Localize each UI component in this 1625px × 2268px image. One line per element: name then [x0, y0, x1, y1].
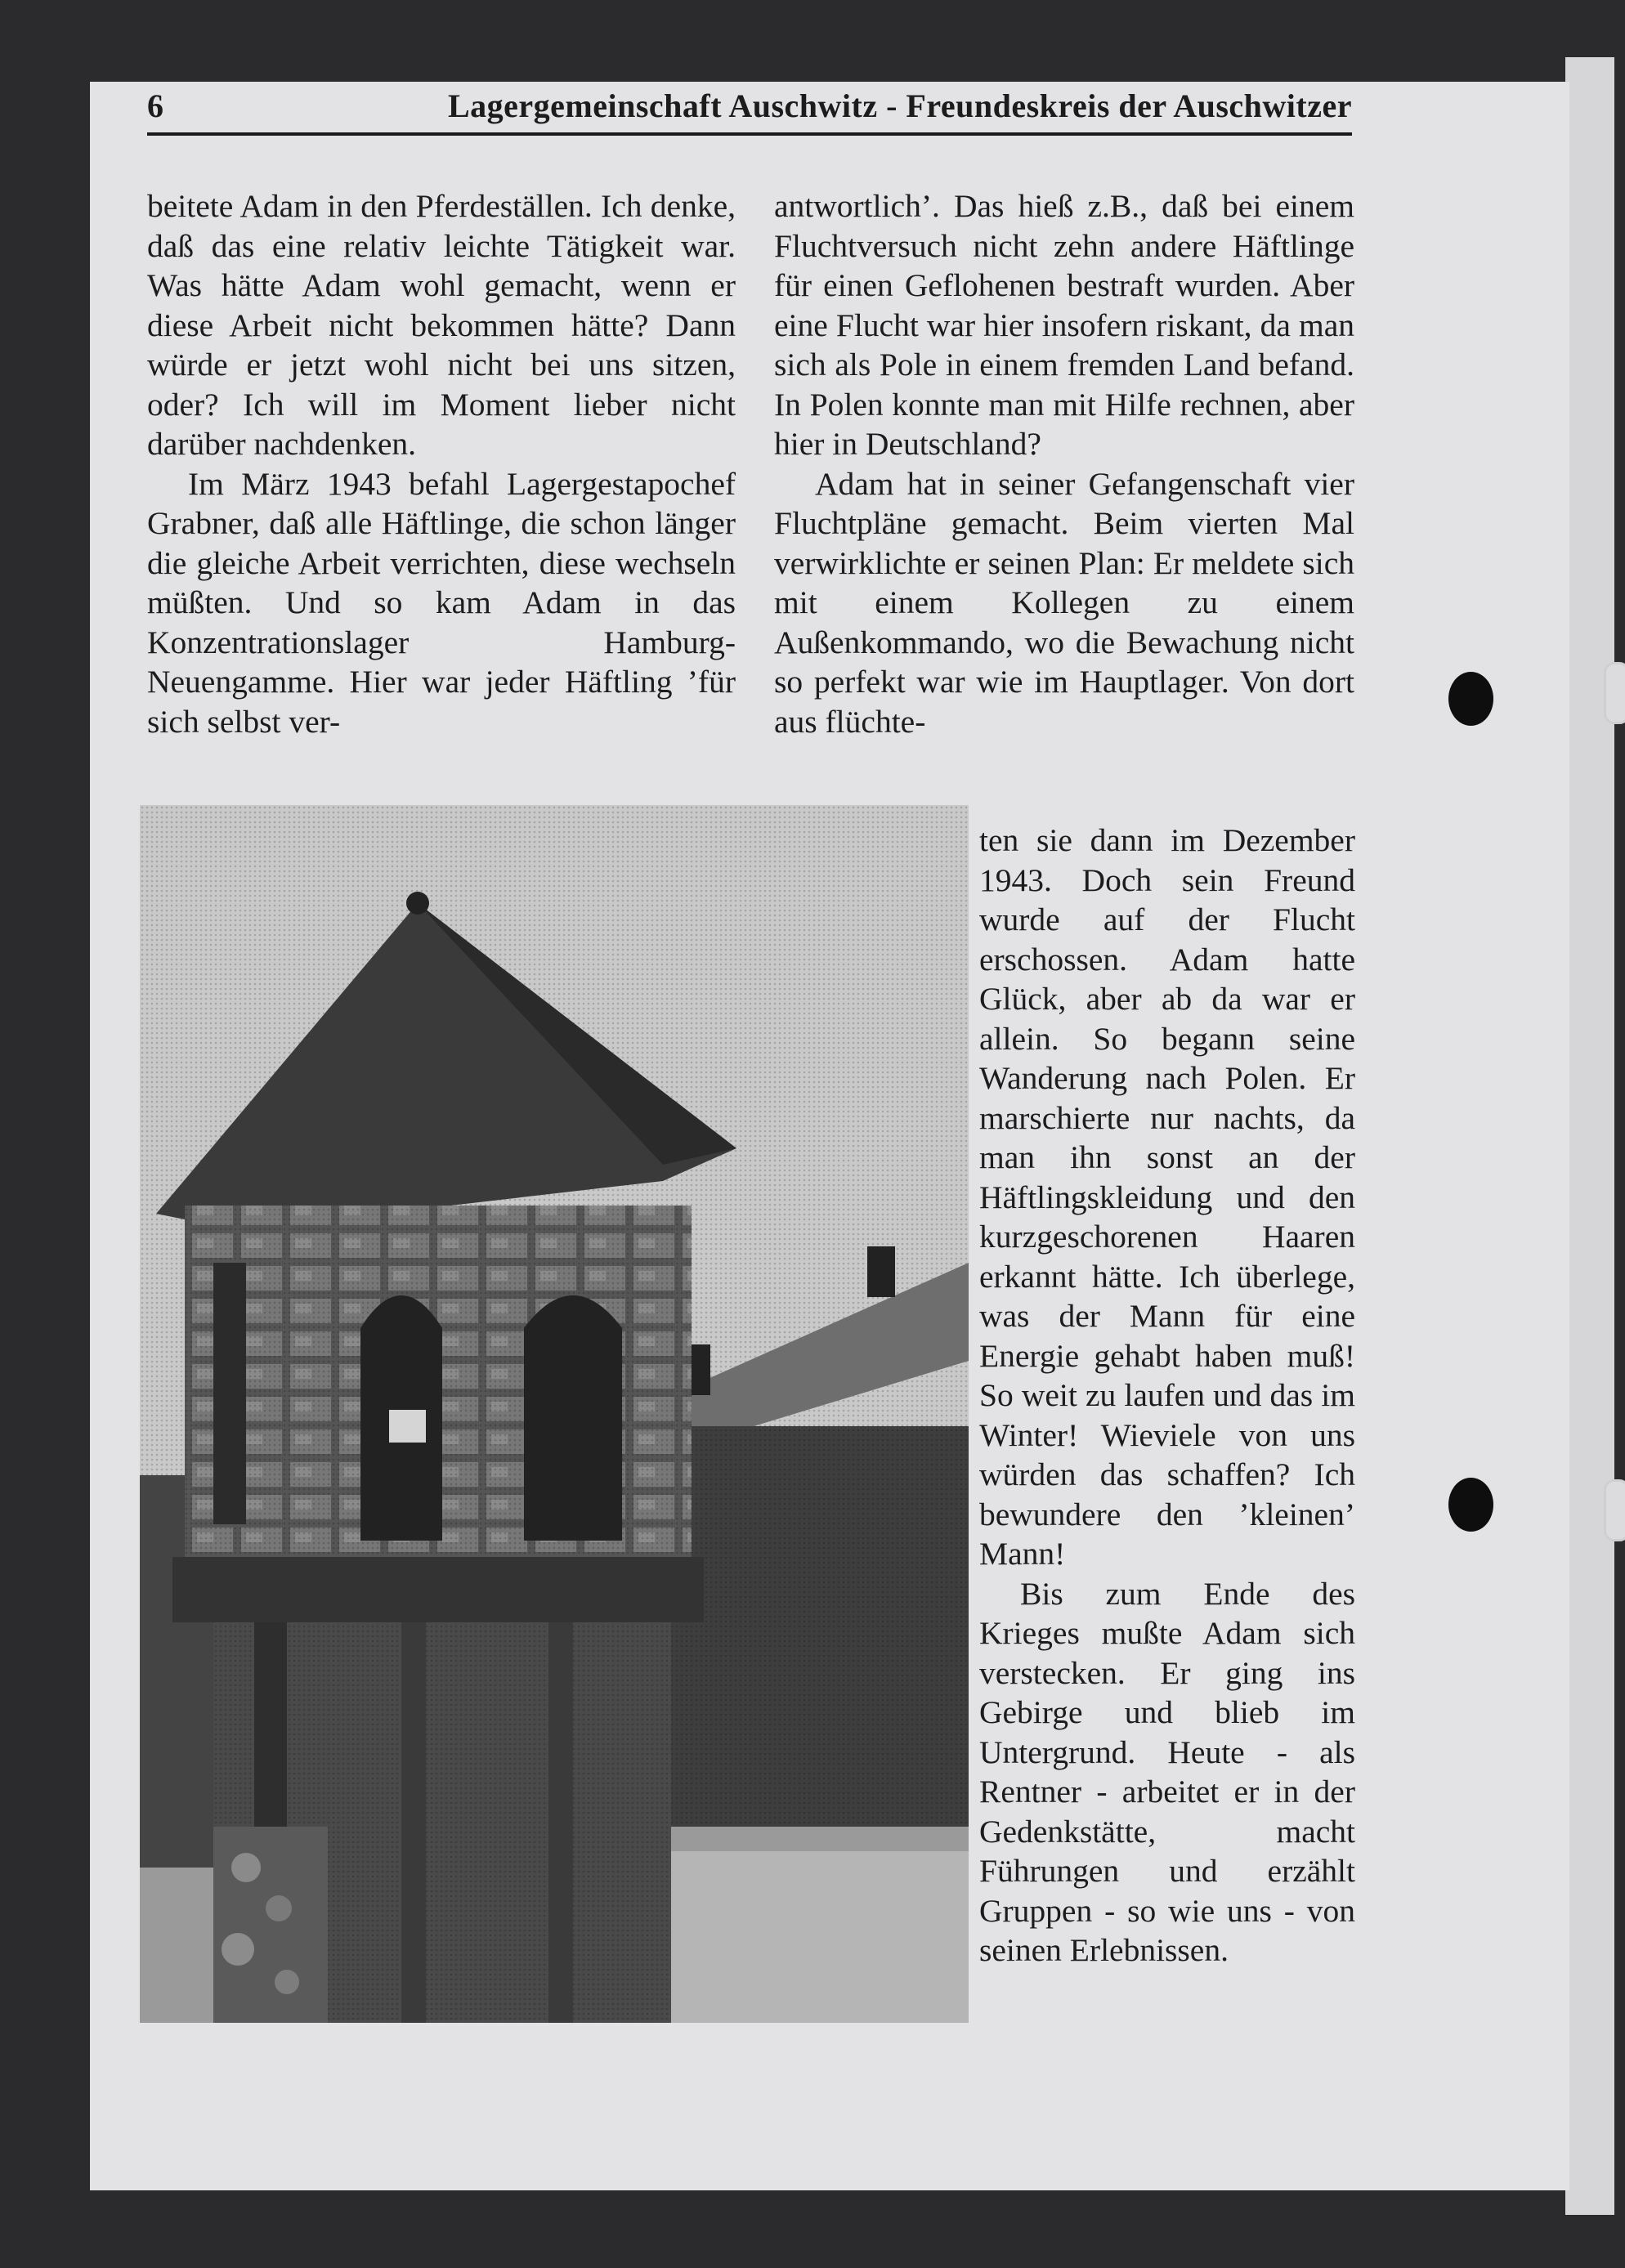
- page-header: [147, 83, 1352, 136]
- left-paragraph-1: beitete Adam in den Pferdeställen. Ich denke, daß das eine relativ leichte Tätigkeit war. Was hätte Adam wohl gemacht, wenn er diese Arbeit nicht bekommen hätte? Dann würde er jetzt wohl nicht bei uns sitzen, oder? Ich will im Moment lieber nicht darüber nachdenken.: [147, 188, 736, 462]
- watchtower-illustration: [140, 805, 969, 2023]
- header-title: Lagergemeinschaft Auschwitz - Freundeskreis der Auschwitzer: [447, 87, 1352, 124]
- right-column-top: [774, 186, 1354, 741]
- page-number: 6: [147, 87, 163, 124]
- right-paragraph-2-continued: ten sie dann im Dezember 1943. Doch sein Freund wurde auf der Flucht erschossen. Adam hatte Glück, aber ab da war er allein. So begann seine Wanderung nach Polen. Er marschierte nur nachts, da man ihn sonst an der Häftlingskleidung und den kurzgeschorenen Haaren erkannt hätte. Ich überlege, was der Mann für eine Energie gehabt haben muß! So weit zu laufen und das im Winter! Wieviele von uns würden das schaffen? Ich bewundere den ’kleinen’ Mann!: [979, 822, 1355, 1572]
- punch-hole: [1448, 672, 1493, 726]
- right-paragraph-2: Adam hat in seiner Gefangenschaft vier Fluchtpläne gemacht. Beim vierten Mal verwirklichte er seinen Plan: Er meldete sich mit einem Kollegen zu einem Außenkommando, wo die Bewachung nicht so perfekt war wie im Hauptlager. Von dort aus flüchte-: [774, 465, 1354, 740]
- right-column-narrow: [979, 821, 1355, 1971]
- page-edge: [1565, 57, 1614, 2215]
- binder-clip: [1604, 662, 1625, 724]
- left-column: [147, 186, 736, 741]
- right-paragraph-3: Bis zum Ende des Krieges mußte Adam sich verstecken. Er ging ins Gebirge und blieb im Untergrund. Heute - als Rentner - arbeitet er in der Gedenkstätte, macht Führungen und erzählt Gruppen - so wie uns - von seinen Erlebnissen.: [979, 1575, 1355, 1968]
- punch-hole: [1448, 1478, 1493, 1532]
- left-paragraph-2: Im März 1943 befahl Lagergestapochef Grabner, daß alle Häftlinge, die schon länger die gleiche Arbeit verrichten, diese wechseln müßten. Und so kam Adam in das Konzentrationslager Hamburg-Neuengamme. Hier war jeder Häftling ’für sich selbst ver-: [147, 465, 736, 740]
- right-paragraph-1: antwortlich’. Das hieß z.B., daß bei einem Fluchtversuch nicht zehn andere Häftlinge für einen Geflohenen bestraft wurden. Aber eine Flucht war hier insofern riskant, da man sich als Pole in einem fremden Land befand. In Polen konnte man mit Hilfe rechnen, aber hier in Deutschland?: [774, 188, 1354, 462]
- watchtower-photo: [140, 805, 969, 2023]
- binder-clip: [1604, 1479, 1625, 1541]
